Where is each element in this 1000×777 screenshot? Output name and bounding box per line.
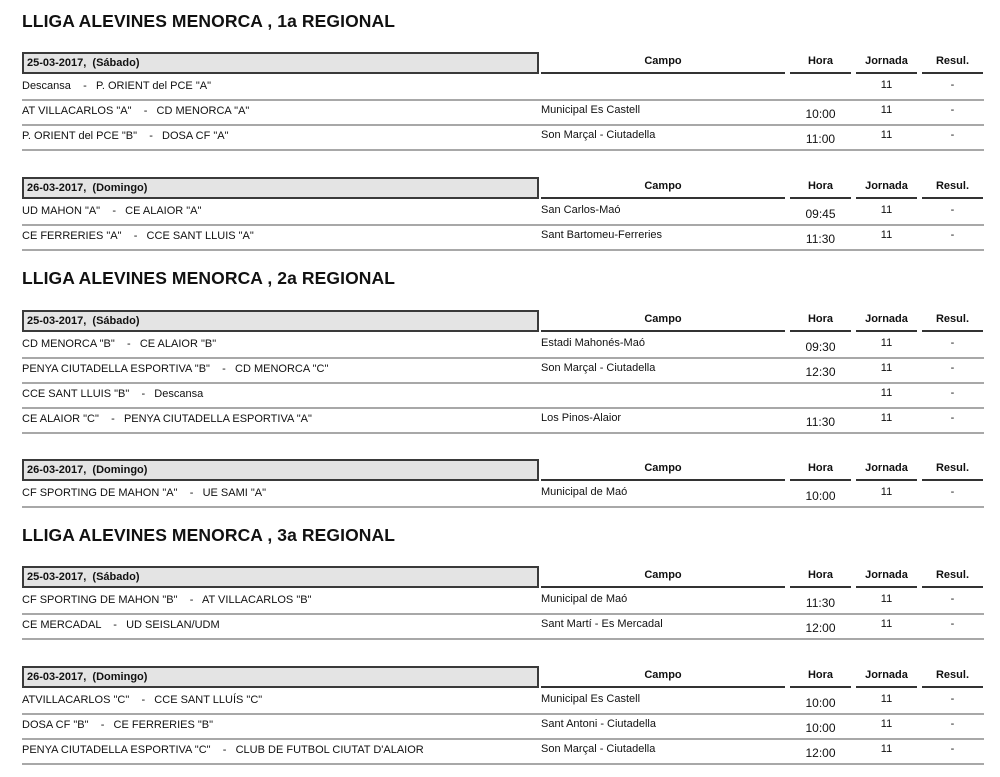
date-label: 25-03-2017, (Sábado) bbox=[22, 566, 539, 588]
match-row bbox=[22, 690, 984, 715]
match-hora: 11:30 bbox=[805, 596, 836, 610]
match-teams: CF SPORTING DE MAHON "A" - UE SAMI "A" bbox=[22, 487, 266, 499]
match-teams: Descansa - P. ORIENT del PCE "A" bbox=[22, 80, 211, 92]
match-row bbox=[22, 201, 984, 226]
match-row bbox=[22, 334, 984, 359]
column-header-jornada: Jornada bbox=[856, 666, 917, 688]
match-result: - bbox=[950, 79, 955, 91]
day-header bbox=[22, 52, 984, 74]
column-header-resul: Resul. bbox=[922, 666, 983, 688]
day-header bbox=[22, 566, 984, 588]
match-teams: ATVILLACARLOS "C" - CCE SANT LLUÍS "C" bbox=[22, 694, 263, 706]
match-hora: 09:45 bbox=[805, 207, 836, 221]
match-jornada: 11 bbox=[880, 618, 893, 630]
match-jornada: 11 bbox=[880, 204, 893, 216]
match-result: - bbox=[950, 387, 955, 399]
day-header bbox=[22, 666, 984, 688]
match-campo: Son Marçal - Ciutadella bbox=[541, 743, 656, 755]
match-campo: Municipal de Maó bbox=[541, 593, 628, 605]
column-header-jornada: Jornada bbox=[856, 177, 917, 199]
match-result: - bbox=[950, 486, 955, 498]
column-header-hora: Hora bbox=[790, 52, 851, 74]
match-row bbox=[22, 715, 984, 740]
match-row bbox=[22, 483, 984, 508]
match-jornada: 11 bbox=[880, 362, 893, 374]
match-hora: 10:00 bbox=[805, 107, 836, 121]
match-campo: Son Marçal - Ciutadella bbox=[541, 362, 656, 374]
match-hora: 10:00 bbox=[805, 489, 836, 503]
column-header-hora: Hora bbox=[790, 459, 851, 481]
match-jornada: 11 bbox=[880, 79, 893, 91]
match-jornada: 11 bbox=[880, 229, 893, 241]
date-label: 25-03-2017, (Sábado) bbox=[22, 310, 539, 332]
match-hora: 10:00 bbox=[805, 696, 836, 710]
column-header-hora: Hora bbox=[790, 310, 851, 332]
match-teams: CE MERCADAL - UD SEISLAN/UDM bbox=[22, 619, 220, 631]
day-block bbox=[22, 459, 984, 508]
day-block bbox=[22, 566, 984, 640]
match-row bbox=[22, 76, 984, 101]
match-campo: Son Marçal - Ciutadella bbox=[541, 129, 656, 141]
match-hora: 09:30 bbox=[805, 340, 836, 354]
match-jornada: 11 bbox=[880, 718, 893, 730]
match-campo: San Carlos-Maó bbox=[541, 204, 621, 216]
match-jornada: 11 bbox=[880, 593, 893, 605]
match-hora: 12:00 bbox=[805, 621, 836, 635]
match-campo: Sant Bartomeu-Ferreries bbox=[541, 229, 663, 241]
league-title: LLIGA ALEVINES MENORCA , 3a REGIONAL bbox=[22, 525, 396, 545]
column-header-campo: Campo bbox=[541, 459, 785, 481]
column-header-resul: Resul. bbox=[922, 459, 983, 481]
day-header bbox=[22, 459, 984, 481]
match-result: - bbox=[950, 204, 955, 216]
match-teams: AT VILLACARLOS "A" - CD MENORCA "A" bbox=[22, 105, 250, 117]
match-teams: P. ORIENT del PCE "B" - DOSA CF "A" bbox=[22, 130, 229, 142]
day-header bbox=[22, 177, 984, 199]
match-teams: CE FERRERIES "A" - CCE SANT LLUIS "A" bbox=[22, 230, 254, 242]
match-hora: 11:30 bbox=[805, 415, 836, 429]
column-header-campo: Campo bbox=[541, 310, 785, 332]
match-campo: Sant Antoni - Ciutadella bbox=[541, 718, 656, 730]
column-header-resul: Resul. bbox=[922, 52, 983, 74]
day-header bbox=[22, 310, 984, 332]
column-header-campo: Campo bbox=[541, 566, 785, 588]
match-hora: 12:00 bbox=[805, 746, 836, 760]
column-header-hora: Hora bbox=[790, 666, 851, 688]
match-result: - bbox=[950, 693, 955, 705]
match-row bbox=[22, 615, 984, 640]
match-teams: CF SPORTING DE MAHON "B" - AT VILLACARLOS "B" bbox=[22, 594, 312, 606]
match-teams: CE ALAIOR "C" - PENYA CIUTADELLA ESPORTIVA "A" bbox=[22, 413, 312, 425]
match-teams: CD MENORCA "B" - CE ALAIOR "B" bbox=[22, 338, 217, 350]
match-hora: 12:30 bbox=[805, 365, 836, 379]
day-block bbox=[22, 177, 984, 251]
match-teams: CCE SANT LLUIS "B" - Descansa bbox=[22, 388, 204, 400]
match-row bbox=[22, 101, 984, 126]
date-label: 26-03-2017, (Domingo) bbox=[22, 459, 539, 481]
column-header-resul: Resul. bbox=[922, 177, 983, 199]
column-header-resul: Resul. bbox=[922, 310, 983, 332]
match-result: - bbox=[950, 412, 955, 424]
match-result: - bbox=[950, 593, 955, 605]
match-row bbox=[22, 226, 984, 251]
match-campo: Municipal de Maó bbox=[541, 486, 628, 498]
match-teams: DOSA CF "B" - CE FERRERIES "B" bbox=[22, 719, 214, 731]
column-header-campo: Campo bbox=[541, 52, 785, 74]
match-jornada: 11 bbox=[880, 693, 893, 705]
match-campo: Sant Martí - Es Mercadal bbox=[541, 618, 663, 630]
column-header-jornada: Jornada bbox=[856, 566, 917, 588]
match-jornada: 11 bbox=[880, 486, 893, 498]
match-row bbox=[22, 409, 984, 434]
match-result: - bbox=[950, 104, 955, 116]
match-campo: Municipal Es Castell bbox=[541, 693, 641, 705]
match-row bbox=[22, 359, 984, 384]
column-header-campo: Campo bbox=[541, 666, 785, 688]
date-label: 26-03-2017, (Domingo) bbox=[22, 666, 539, 688]
date-label: 26-03-2017, (Domingo) bbox=[22, 177, 539, 199]
match-result: - bbox=[950, 743, 955, 755]
match-jornada: 11 bbox=[880, 337, 893, 349]
column-header-jornada: Jornada bbox=[856, 310, 917, 332]
match-result: - bbox=[950, 362, 955, 374]
column-header-resul: Resul. bbox=[922, 566, 983, 588]
match-row bbox=[22, 384, 984, 409]
match-hora: 11:00 bbox=[805, 132, 836, 146]
match-campo: Estadi Mahonés-Maó bbox=[541, 337, 645, 349]
day-block bbox=[22, 52, 984, 151]
league-title: LLIGA ALEVINES MENORCA , 2a REGIONAL bbox=[22, 268, 396, 288]
match-jornada: 11 bbox=[880, 412, 893, 424]
column-header-jornada: Jornada bbox=[856, 459, 917, 481]
match-jornada: 11 bbox=[880, 387, 893, 399]
match-jornada: 11 bbox=[880, 743, 893, 755]
column-header-jornada: Jornada bbox=[856, 52, 917, 74]
match-row bbox=[22, 590, 984, 615]
column-header-hora: Hora bbox=[790, 177, 851, 199]
match-result: - bbox=[950, 337, 955, 349]
date-label: 25-03-2017, (Sábado) bbox=[22, 52, 539, 74]
match-teams: PENYA CIUTADELLA ESPORTIVA "B" - CD MENORCA "C" bbox=[22, 363, 329, 375]
match-hora: 11:30 bbox=[805, 232, 836, 246]
match-result: - bbox=[950, 129, 955, 141]
match-row bbox=[22, 740, 984, 765]
match-jornada: 11 bbox=[880, 104, 893, 116]
match-campo: Los Pinos-Alaior bbox=[541, 412, 622, 424]
day-block bbox=[22, 310, 984, 434]
match-teams: UD MAHON "A" - CE ALAIOR "A" bbox=[22, 205, 202, 217]
match-result: - bbox=[950, 229, 955, 241]
match-row bbox=[22, 126, 984, 151]
match-jornada: 11 bbox=[880, 129, 893, 141]
match-teams: PENYA CIUTADELLA ESPORTIVA "C" - CLUB DE FUTBOL CIUTAT D'ALAIOR bbox=[22, 744, 424, 756]
column-header-hora: Hora bbox=[790, 566, 851, 588]
column-header-campo: Campo bbox=[541, 177, 785, 199]
league-title: LLIGA ALEVINES MENORCA , 1a REGIONAL bbox=[22, 11, 396, 31]
day-block bbox=[22, 666, 984, 765]
match-hora: 10:00 bbox=[805, 721, 836, 735]
match-campo: Municipal Es Castell bbox=[541, 104, 641, 116]
match-result: - bbox=[950, 718, 955, 730]
match-result: - bbox=[950, 618, 955, 630]
